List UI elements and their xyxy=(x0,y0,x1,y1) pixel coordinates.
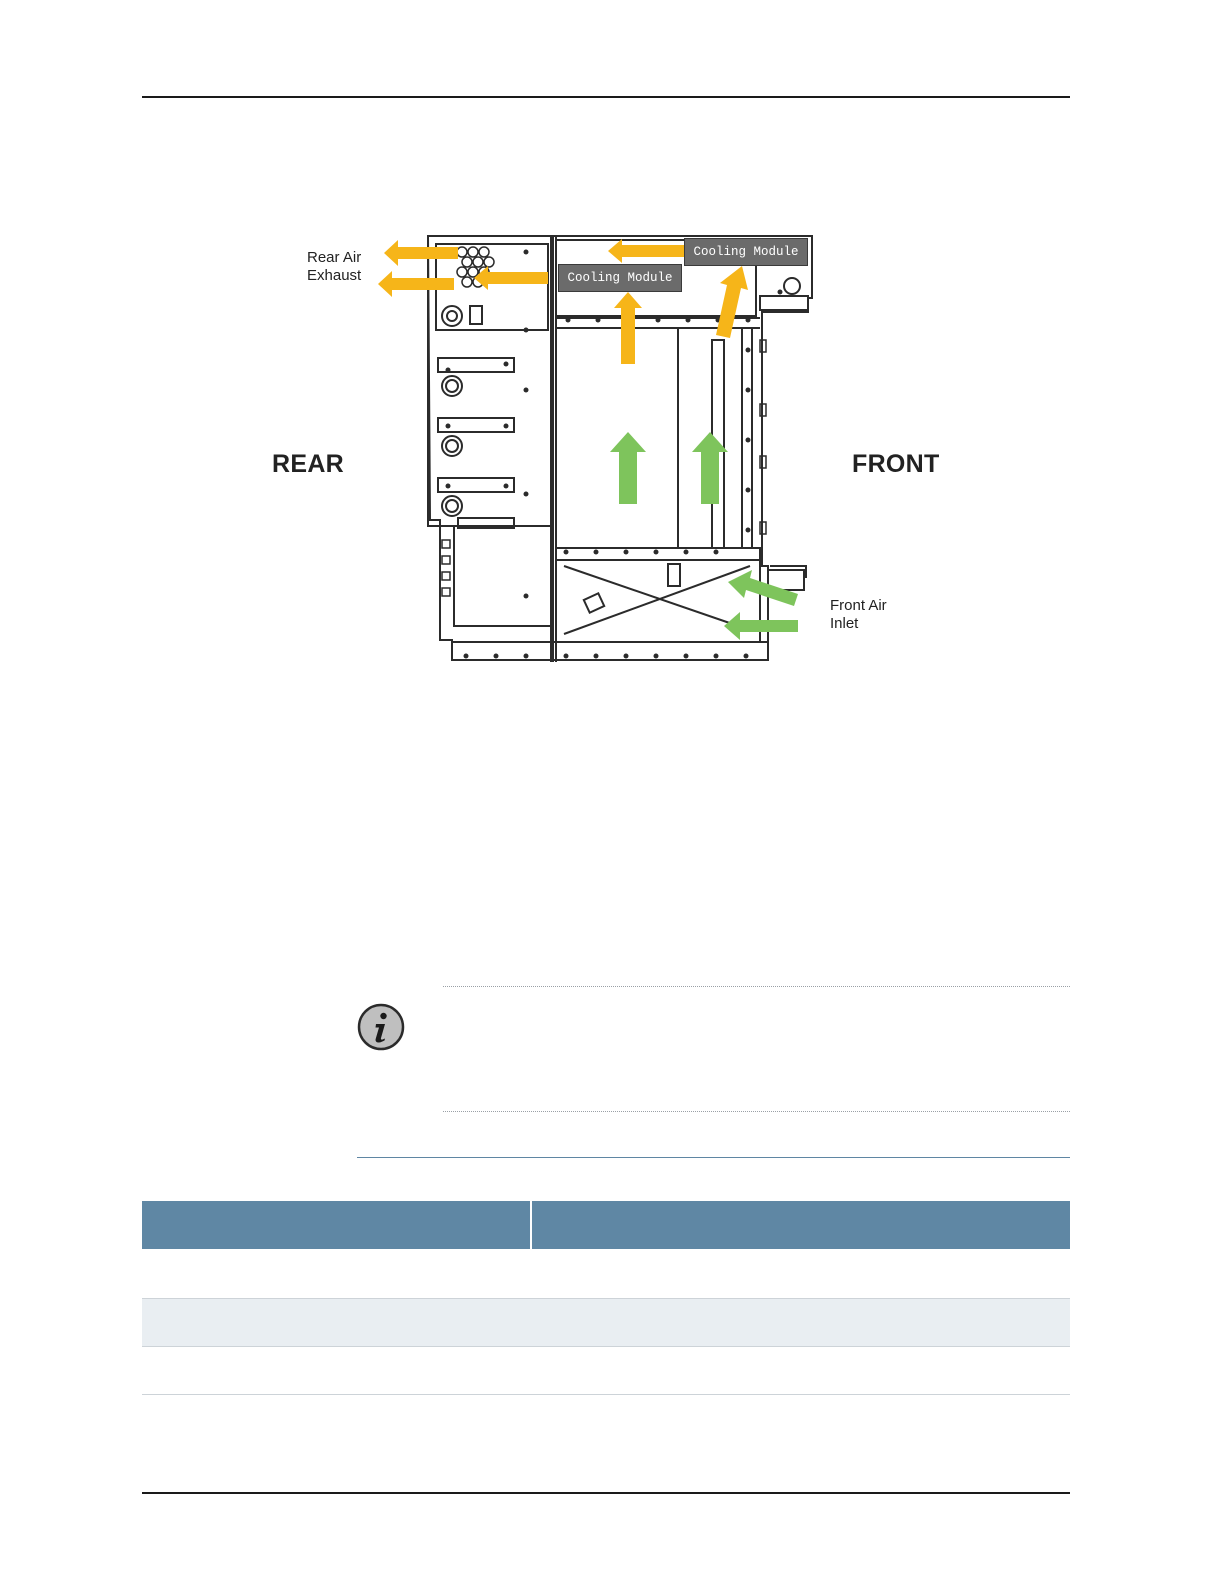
specs-table xyxy=(142,1201,1070,1395)
rear-air-exhaust-label xyxy=(307,249,361,285)
front-air-inlet-line1: Front Air xyxy=(830,597,887,614)
rear-air-exhaust-line2: Exhaust xyxy=(307,267,362,284)
chassis-diagram xyxy=(0,0,1224,700)
note-bottom-divider xyxy=(443,1111,1070,1112)
info-icon xyxy=(357,1003,405,1051)
rear-air-exhaust-line1: Rear Air xyxy=(307,249,362,266)
cooling-module-label-left: Cooling Module xyxy=(558,264,682,292)
front-air-inlet-line2: Inlet xyxy=(830,615,859,632)
table-header xyxy=(142,1201,1070,1249)
footer-rule xyxy=(142,1492,1070,1494)
table-row xyxy=(142,1299,1070,1347)
front-air-inlet-label xyxy=(830,597,887,633)
section-divider xyxy=(357,1157,1070,1158)
table-header-cell xyxy=(532,1201,1070,1249)
table-row xyxy=(142,1347,1070,1395)
table-header-cell xyxy=(142,1201,530,1249)
airflow-figure xyxy=(0,0,1224,700)
table-row xyxy=(142,1249,1070,1299)
rear-label: REAR xyxy=(272,450,345,478)
cooling-module-label-right: Cooling Module xyxy=(684,238,808,266)
intake-arrows xyxy=(610,432,798,640)
note-top-divider xyxy=(443,986,1070,987)
front-label: FRONT xyxy=(852,450,940,478)
